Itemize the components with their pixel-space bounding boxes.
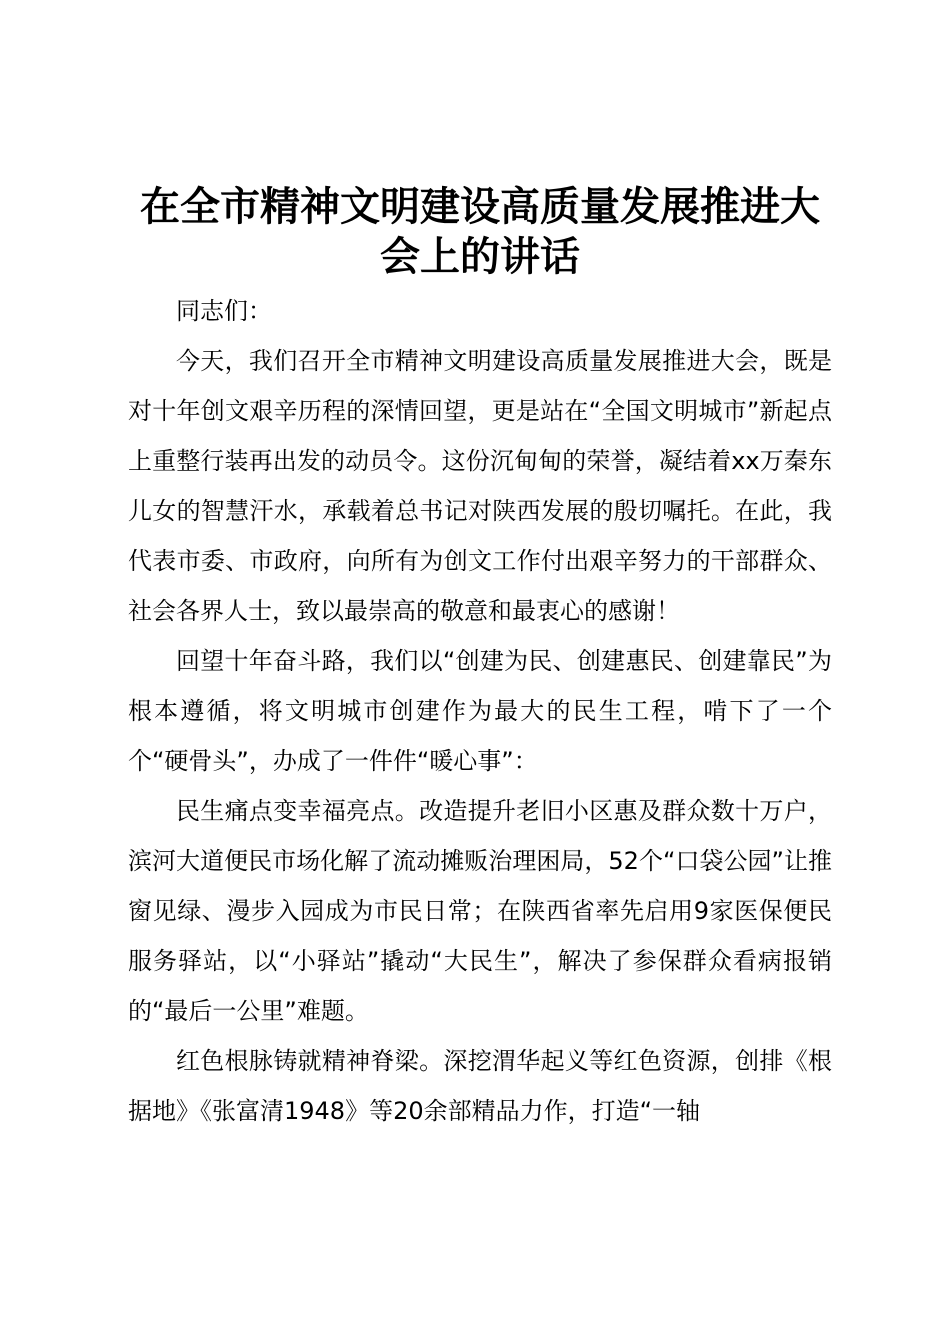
livelihood-paragraph: 民生痛点变幸福亮点。改造提升老旧小区惠及群众数十万户，滨河大道便民市场化解了流动摊贩治理困局，52个“口袋公园”让推窗见绿、漫步入园成为市民日常；在陕西省率先启用9家医保便民服务驿站，以“小驿站”撬动“大民生”，解决了参保群众看病报销的“最后一公里”难题。 (128, 797, 832, 1025)
review-paragraph: 回望十年奋斗路，我们以“创建为民、创建惠民、创建靠民”为根本遵循，将文明城市创建作为最大的民生工程，啃下了一个个“硬骨头”，办成了一件件“暖心事”： (128, 647, 832, 775)
opening-paragraph: 今天，我们召开全市精神文明建设高质量发展推进大会，既是对十年创文艰辛历程的深情回望，更是站在“全国文明城市”新起点上重整行装再出发的动员令。这份沉甸甸的荣誉，凝结着xx万秦东儿女的智慧汗水，承载着总书记对陕西发展的殷切嘱托。在此，我代表市委、市政府，向所有为创文工作付出艰辛努力的干部群众、社会各界人士，致以最崇高的敬意和最衷心的感谢！ (128, 347, 832, 625)
document-page (128, 182, 832, 1136)
red-heritage-paragraph: 红色根脉铸就精神脊梁。深挖渭华起义等红色资源，创排《根据地》《张富清1948》等20余部精品力作，打造“一轴 (128, 1047, 832, 1125)
salutation-paragraph: 同志们： (176, 297, 272, 325)
document-body (128, 286, 832, 1136)
document-title: 在全市精神文明建设高质量发展推进大会上的讲话 (140, 183, 820, 280)
